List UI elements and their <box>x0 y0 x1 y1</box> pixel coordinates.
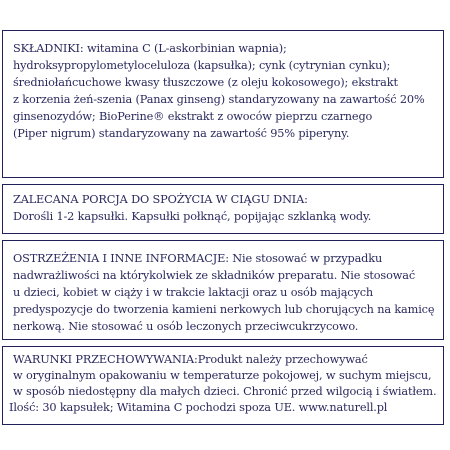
ingredients-line-1: SKŁADNIKI: witamina C (L-askorbinian wapnia); <box>13 42 287 55</box>
warnings-line-5: nerkową. Nie stosować u osób leczonych przeciwcukrzycowo. <box>13 320 359 333</box>
portion-section <box>2 184 444 234</box>
ingredients-line-3: średniołańcuchowe kwasy tłuszczowe (z oleju kokosowego); ekstrakt <box>13 76 398 89</box>
ingredients-line-2: hydroksypropylometyloceluloza (kapsułka); cynk (cytrynian cynku); <box>13 59 391 72</box>
ingredients-line-5: ginsenozydów; BioPerine® ekstrakt z owoców pieprzu czarnego <box>13 110 373 123</box>
warnings-line-3: u dzieci, kobiet w ciąży i w trakcie laktacji oraz u osób mających <box>13 286 374 299</box>
storage-line-3: w sposób niedostępny dla małych dzieci. Chronić przed wilgocią i światłem. <box>13 385 437 398</box>
portion-text: Dorośli 1-2 kapsułki. Kapsułki połknąć, popijając szklanką wody. <box>13 210 372 223</box>
portion-heading: ZALECANA PORCJA DO SPOŻYCIA W CIĄGU DNIA: <box>13 193 308 206</box>
ingredients-section <box>2 30 444 178</box>
ingredients-line-6: (Piper nigrum) standaryzowany na zawartość 95% piperyny. <box>13 127 350 140</box>
storage-line-4: Ilość: 30 kapsułek; Witamina C pochodzi spoza UE. www.naturell.pl <box>9 401 388 414</box>
warnings-section <box>2 240 444 340</box>
storage-line-2: w oryginalnym opakowaniu w temperaturze pokojowej, w suchym miejscu, <box>13 369 432 382</box>
storage-section <box>2 346 444 425</box>
ingredients-line-4: z korzenia żeń-szenia (Panax ginseng) standaryzowany na zawartość 20% <box>13 93 425 106</box>
warnings-line-1: OSTRZEŻENIA I INNE INFORMACJE: Nie stosować w przypadku <box>13 252 383 265</box>
warnings-line-4: predyspozycje do tworzenia kamieni nerkowych lub chorujących na kamicę <box>13 303 435 316</box>
warnings-line-2: nadwrażliwości na którykolwiek ze składników preparatu. Nie stosować <box>13 269 416 282</box>
storage-line-1: WARUNKI PRZECHOWYWANIA:Produkt należy przechowywać <box>13 353 368 366</box>
